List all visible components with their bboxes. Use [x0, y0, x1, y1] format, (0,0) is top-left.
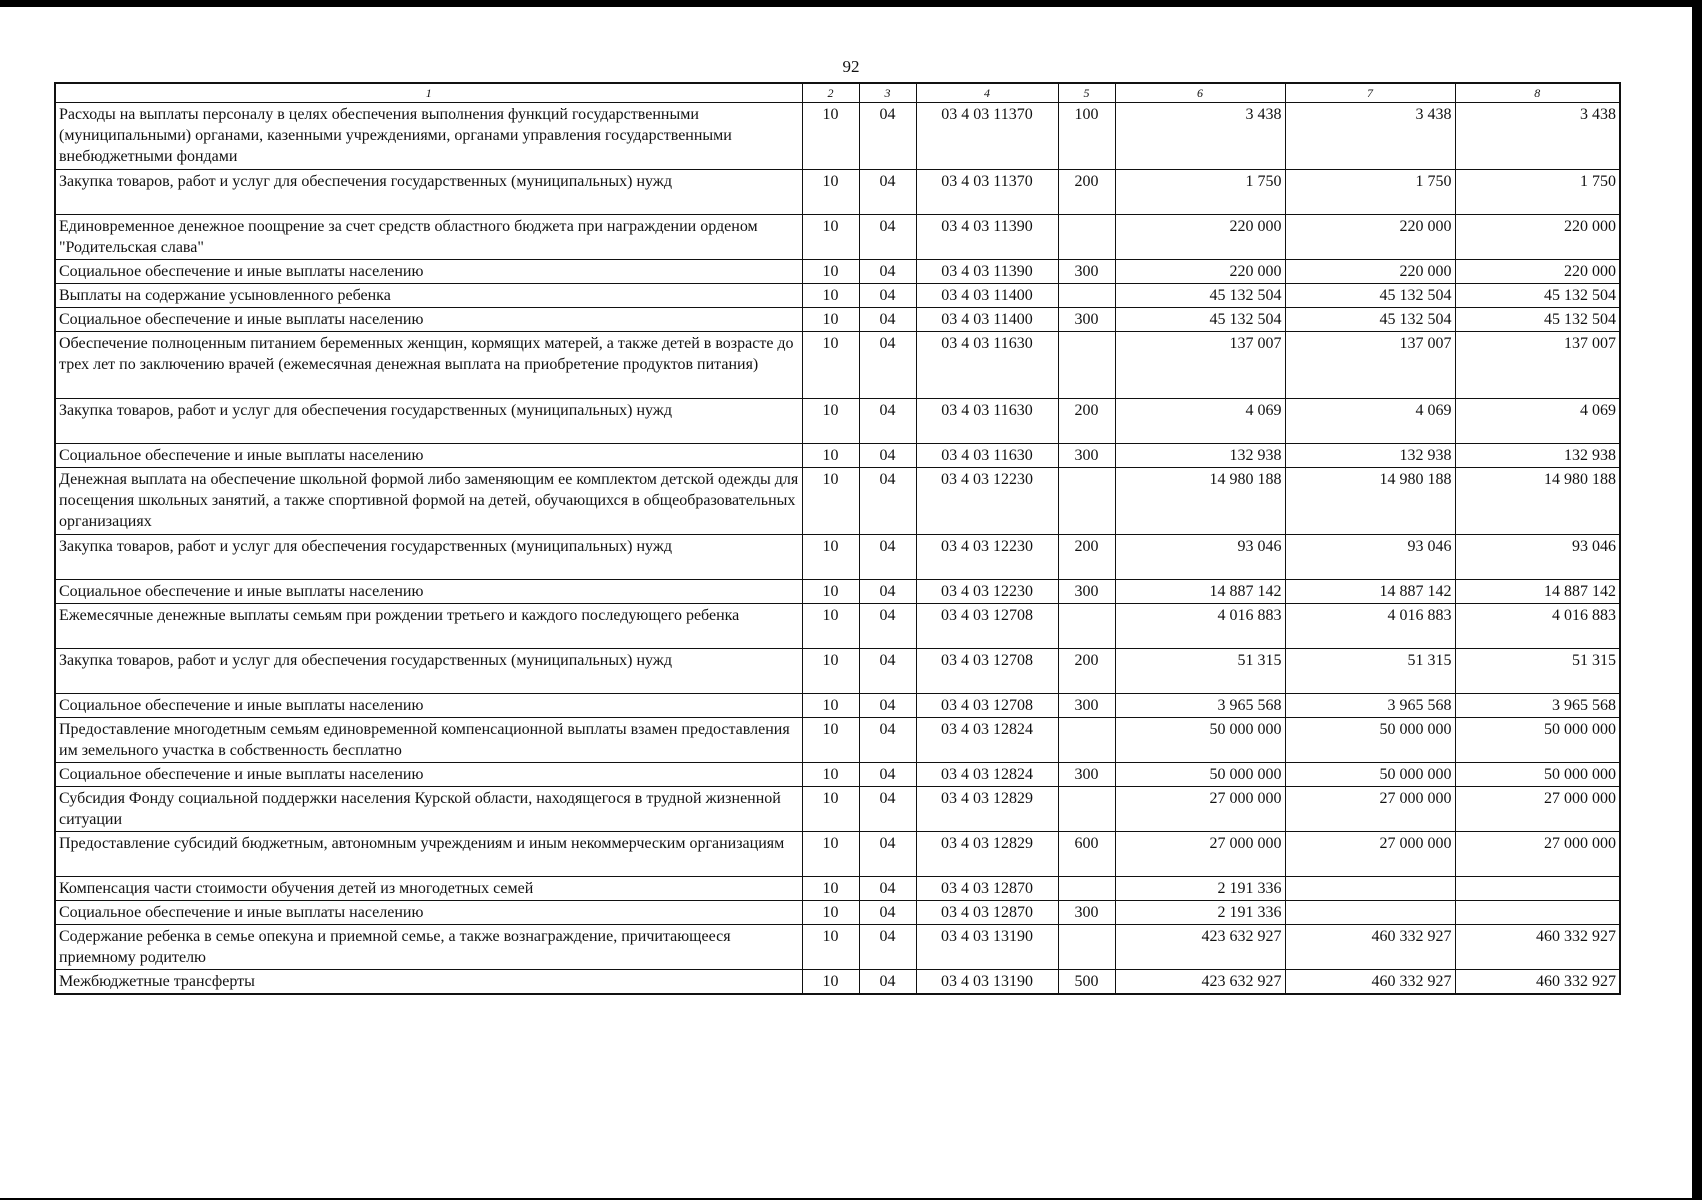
- table-row: [55, 649, 1620, 694]
- table-row: [55, 877, 1620, 901]
- cell-name: Ежемесячные денежные выплаты семьям при рождении третьего и каждого последующего ребенка: [55, 604, 802, 649]
- cell-section: 10: [802, 604, 859, 649]
- cell-target-code: 03 4 03 12708: [916, 694, 1058, 718]
- cell-amount-col8: 3 965 568: [1455, 694, 1620, 718]
- cell-target-code: 03 4 03 12824: [916, 763, 1058, 787]
- cell-amount-col7: 220 000: [1285, 260, 1455, 284]
- cell-amount-col8: 460 332 927: [1455, 970, 1620, 995]
- cell-section: 10: [802, 308, 859, 332]
- cell-amount-col8: 45 132 504: [1455, 284, 1620, 308]
- cell-subsection: 04: [859, 649, 916, 694]
- cell-name: Содержание ребенка в семье опекуна и приемной семье, а также вознаграждение, причитающееся приемному родителю: [55, 925, 802, 970]
- cell-amount-col6: 2 191 336: [1115, 877, 1285, 901]
- cell-expense-type: [1058, 215, 1115, 260]
- cell-name: Компенсация части стоимости обучения детей из многодетных семей: [55, 877, 802, 901]
- cell-amount-col8: 4 016 883: [1455, 604, 1620, 649]
- cell-expense-type: 100: [1058, 103, 1115, 170]
- cell-subsection: 04: [859, 718, 916, 763]
- cell-target-code: 03 4 03 12870: [916, 901, 1058, 925]
- cell-target-code: 03 4 03 11630: [916, 444, 1058, 468]
- cell-expense-type: 200: [1058, 170, 1115, 215]
- cell-target-code: 03 4 03 11400: [916, 308, 1058, 332]
- cell-amount-col8: 4 069: [1455, 399, 1620, 444]
- cell-target-code: 03 4 03 11390: [916, 260, 1058, 284]
- cell-amount-col6: 4 069: [1115, 399, 1285, 444]
- cell-name: Денежная выплата на обеспечение школьной формой либо заменяющим ее комплектом детской одежды для посещения школьных занятий, а также спортивной формой на детей, обучающихся в общеобразовательных организациях: [55, 468, 802, 535]
- cell-subsection: 04: [859, 970, 916, 995]
- table-row: [55, 718, 1620, 763]
- cell-subsection: 04: [859, 284, 916, 308]
- cell-amount-col7: 137 007: [1285, 332, 1455, 399]
- cell-target-code: 03 4 03 13190: [916, 925, 1058, 970]
- cell-amount-col7: [1285, 877, 1455, 901]
- cell-amount-col8: 3 438: [1455, 103, 1620, 170]
- cell-amount-col6: 423 632 927: [1115, 925, 1285, 970]
- cell-name: Субсидия Фонду социальной поддержки населения Курской области, находящегося в трудной жизненной ситуации: [55, 787, 802, 832]
- cell-amount-col8: 220 000: [1455, 215, 1620, 260]
- cell-amount-col6: 14 887 142: [1115, 580, 1285, 604]
- cell-amount-col7: 4 069: [1285, 399, 1455, 444]
- header-cell: 7: [1285, 83, 1455, 103]
- cell-amount-col8: 45 132 504: [1455, 308, 1620, 332]
- cell-expense-type: [1058, 604, 1115, 649]
- cell-amount-col8: [1455, 877, 1620, 901]
- table-row: [55, 970, 1620, 995]
- table-row: [55, 580, 1620, 604]
- cell-target-code: 03 4 03 12824: [916, 718, 1058, 763]
- cell-amount-col6: 3 438: [1115, 103, 1285, 170]
- cell-name: Межбюджетные трансферты: [55, 970, 802, 995]
- cell-target-code: 03 4 03 11390: [916, 215, 1058, 260]
- header-cell: 8: [1455, 83, 1620, 103]
- cell-amount-col6: 51 315: [1115, 649, 1285, 694]
- cell-amount-col8: 14 980 188: [1455, 468, 1620, 535]
- cell-amount-col8: 460 332 927: [1455, 925, 1620, 970]
- cell-expense-type: 300: [1058, 260, 1115, 284]
- cell-subsection: 04: [859, 832, 916, 877]
- cell-target-code: 03 4 03 12708: [916, 604, 1058, 649]
- cell-amount-col8: 50 000 000: [1455, 718, 1620, 763]
- table-body: [55, 103, 1620, 995]
- cell-name: Закупка товаров, работ и услуг для обеспечения государственных (муниципальных) нужд: [55, 535, 802, 580]
- page-number: 92: [842, 57, 860, 76]
- table-row: [55, 170, 1620, 215]
- cell-section: 10: [802, 444, 859, 468]
- cell-subsection: 04: [859, 787, 916, 832]
- cell-section: 10: [802, 580, 859, 604]
- cell-subsection: 04: [859, 215, 916, 260]
- cell-amount-col7: 1 750: [1285, 170, 1455, 215]
- cell-expense-type: 300: [1058, 901, 1115, 925]
- cell-section: 10: [802, 399, 859, 444]
- cell-amount-col8: 1 750: [1455, 170, 1620, 215]
- cell-subsection: 04: [859, 604, 916, 649]
- cell-expense-type: [1058, 332, 1115, 399]
- header-cell: 6: [1115, 83, 1285, 103]
- cell-amount-col7: 460 332 927: [1285, 970, 1455, 995]
- cell-name: Закупка товаров, работ и услуг для обеспечения государственных (муниципальных) нужд: [55, 649, 802, 694]
- cell-target-code: 03 4 03 12230: [916, 468, 1058, 535]
- cell-section: 10: [802, 649, 859, 694]
- cell-amount-col6: 50 000 000: [1115, 718, 1285, 763]
- cell-subsection: 04: [859, 468, 916, 535]
- table-row: [55, 535, 1620, 580]
- cell-name: Социальное обеспечение и иные выплаты населению: [55, 308, 802, 332]
- cell-expense-type: [1058, 877, 1115, 901]
- cell-amount-col6: 220 000: [1115, 215, 1285, 260]
- header-cell: 2: [802, 83, 859, 103]
- cell-amount-col7: 50 000 000: [1285, 763, 1455, 787]
- cell-amount-col7: 460 332 927: [1285, 925, 1455, 970]
- cell-amount-col7: 93 046: [1285, 535, 1455, 580]
- cell-name: Социальное обеспечение и иные выплаты населению: [55, 763, 802, 787]
- cell-amount-col7: 50 000 000: [1285, 718, 1455, 763]
- table-row: [55, 103, 1620, 170]
- cell-amount-col6: 132 938: [1115, 444, 1285, 468]
- cell-amount-col6: 14 980 188: [1115, 468, 1285, 535]
- cell-amount-col8: 27 000 000: [1455, 832, 1620, 877]
- cell-amount-col8: 51 315: [1455, 649, 1620, 694]
- cell-target-code: 03 4 03 11630: [916, 332, 1058, 399]
- cell-amount-col7: 27 000 000: [1285, 832, 1455, 877]
- cell-amount-col7: 220 000: [1285, 215, 1455, 260]
- header-cell: 3: [859, 83, 916, 103]
- cell-subsection: 04: [859, 877, 916, 901]
- table-row: [55, 604, 1620, 649]
- cell-subsection: 04: [859, 260, 916, 284]
- table-row: [55, 444, 1620, 468]
- cell-amount-col6: 423 632 927: [1115, 970, 1285, 995]
- cell-amount-col8: 132 938: [1455, 444, 1620, 468]
- table-row: [55, 308, 1620, 332]
- cell-amount-col6: 45 132 504: [1115, 284, 1285, 308]
- cell-amount-col8: 14 887 142: [1455, 580, 1620, 604]
- cell-name: Предоставление субсидий бюджетным, автономным учреждениям и иным некоммерческим организациям: [55, 832, 802, 877]
- cell-amount-col7: 14 887 142: [1285, 580, 1455, 604]
- cell-subsection: 04: [859, 901, 916, 925]
- cell-subsection: 04: [859, 332, 916, 399]
- cell-amount-col6: 4 016 883: [1115, 604, 1285, 649]
- table-row: [55, 260, 1620, 284]
- cell-section: 10: [802, 901, 859, 925]
- cell-section: 10: [802, 103, 859, 170]
- cell-amount-col7: 3 438: [1285, 103, 1455, 170]
- cell-amount-col6: 93 046: [1115, 535, 1285, 580]
- table-row: [55, 925, 1620, 970]
- cell-target-code: 03 4 03 11630: [916, 399, 1058, 444]
- header-cell: 5: [1058, 83, 1115, 103]
- cell-target-code: 03 4 03 13190: [916, 970, 1058, 995]
- cell-section: 10: [802, 877, 859, 901]
- cell-expense-type: 600: [1058, 832, 1115, 877]
- cell-subsection: 04: [859, 399, 916, 444]
- cell-amount-col7: 45 132 504: [1285, 308, 1455, 332]
- cell-amount-col6: 220 000: [1115, 260, 1285, 284]
- cell-amount-col7: [1285, 901, 1455, 925]
- header-cell: 4: [916, 83, 1058, 103]
- cell-amount-col7: 45 132 504: [1285, 284, 1455, 308]
- cell-section: 10: [802, 284, 859, 308]
- cell-expense-type: [1058, 718, 1115, 763]
- cell-subsection: 04: [859, 925, 916, 970]
- cell-amount-col6: 27 000 000: [1115, 787, 1285, 832]
- table-row: [55, 832, 1620, 877]
- cell-amount-col8: 220 000: [1455, 260, 1620, 284]
- cell-section: 10: [802, 787, 859, 832]
- cell-section: 10: [802, 718, 859, 763]
- table-row: [55, 332, 1620, 399]
- cell-amount-col6: 45 132 504: [1115, 308, 1285, 332]
- cell-expense-type: [1058, 468, 1115, 535]
- cell-expense-type: 300: [1058, 694, 1115, 718]
- cell-expense-type: [1058, 284, 1115, 308]
- cell-section: 10: [802, 468, 859, 535]
- table-row: [55, 694, 1620, 718]
- table-row: [55, 284, 1620, 308]
- cell-name: Обеспечение полноценным питанием беременных женщин, кормящих матерей, а также детей в возрасте до трех лет по заключению врачей (ежемесячная денежная выплата на приобретение продуктов питания): [55, 332, 802, 399]
- cell-expense-type: [1058, 925, 1115, 970]
- cell-expense-type: 500: [1058, 970, 1115, 995]
- cell-subsection: 04: [859, 763, 916, 787]
- cell-section: 10: [802, 332, 859, 399]
- cell-subsection: 04: [859, 103, 916, 170]
- table-row: [55, 787, 1620, 832]
- cell-target-code: 03 4 03 12708: [916, 649, 1058, 694]
- cell-amount-col8: 137 007: [1455, 332, 1620, 399]
- cell-section: 10: [802, 170, 859, 215]
- cell-amount-col6: 50 000 000: [1115, 763, 1285, 787]
- cell-target-code: 03 4 03 12230: [916, 580, 1058, 604]
- cell-target-code: 03 4 03 11400: [916, 284, 1058, 308]
- cell-expense-type: 200: [1058, 399, 1115, 444]
- cell-amount-col6: 2 191 336: [1115, 901, 1285, 925]
- cell-subsection: 04: [859, 694, 916, 718]
- cell-name: Социальное обеспечение и иные выплаты населению: [55, 444, 802, 468]
- cell-section: 10: [802, 535, 859, 580]
- cell-name: Социальное обеспечение и иные выплаты населению: [55, 580, 802, 604]
- cell-amount-col7: 27 000 000: [1285, 787, 1455, 832]
- cell-target-code: 03 4 03 11370: [916, 103, 1058, 170]
- cell-target-code: 03 4 03 12230: [916, 535, 1058, 580]
- cell-expense-type: [1058, 787, 1115, 832]
- cell-expense-type: 300: [1058, 763, 1115, 787]
- cell-section: 10: [802, 925, 859, 970]
- cell-amount-col7: 51 315: [1285, 649, 1455, 694]
- cell-expense-type: 200: [1058, 535, 1115, 580]
- cell-section: 10: [802, 694, 859, 718]
- cell-target-code: 03 4 03 12829: [916, 787, 1058, 832]
- cell-amount-col7: 3 965 568: [1285, 694, 1455, 718]
- cell-amount-col6: 3 965 568: [1115, 694, 1285, 718]
- cell-expense-type: 300: [1058, 308, 1115, 332]
- cell-section: 10: [802, 970, 859, 995]
- cell-amount-col8: 93 046: [1455, 535, 1620, 580]
- cell-expense-type: 300: [1058, 444, 1115, 468]
- cell-target-code: 03 4 03 12870: [916, 877, 1058, 901]
- table-row: [55, 468, 1620, 535]
- cell-subsection: 04: [859, 444, 916, 468]
- cell-name: Расходы на выплаты персоналу в целях обеспечения выполнения функций государственными (муниципальными) органами, казенными учреждениями, органами управления государственными внебюджетными фондами: [55, 103, 802, 170]
- cell-section: 10: [802, 832, 859, 877]
- cell-amount-col7: 14 980 188: [1285, 468, 1455, 535]
- cell-subsection: 04: [859, 580, 916, 604]
- cell-amount-col6: 27 000 000: [1115, 832, 1285, 877]
- cell-amount-col8: 50 000 000: [1455, 763, 1620, 787]
- cell-amount-col6: 1 750: [1115, 170, 1285, 215]
- table-row: [55, 763, 1620, 787]
- cell-amount-col7: 4 016 883: [1285, 604, 1455, 649]
- cell-name: Единовременное денежное поощрение за счет средств областного бюджета при награждении орденом "Родительская слава": [55, 215, 802, 260]
- cell-section: 10: [802, 763, 859, 787]
- cell-name: Выплаты на содержание усыновленного ребенка: [55, 284, 802, 308]
- table-header-row: [55, 83, 1620, 103]
- header-cell: 1: [55, 83, 802, 103]
- cell-subsection: 04: [859, 308, 916, 332]
- table-row: [55, 399, 1620, 444]
- cell-amount-col7: 132 938: [1285, 444, 1455, 468]
- cell-section: 10: [802, 215, 859, 260]
- budget-table: [54, 82, 1621, 995]
- cell-subsection: 04: [859, 170, 916, 215]
- cell-amount-col8: 27 000 000: [1455, 787, 1620, 832]
- cell-name: Предоставление многодетным семьям единовременной компенсационной выплаты взамен предоставления им земельного участка в собственность бесплатно: [55, 718, 802, 763]
- cell-target-code: 03 4 03 11370: [916, 170, 1058, 215]
- table-row: [55, 901, 1620, 925]
- cell-name: Социальное обеспечение и иные выплаты населению: [55, 901, 802, 925]
- cell-expense-type: 200: [1058, 649, 1115, 694]
- cell-name: Закупка товаров, работ и услуг для обеспечения государственных (муниципальных) нужд: [55, 170, 802, 215]
- cell-section: 10: [802, 260, 859, 284]
- cell-amount-col8: [1455, 901, 1620, 925]
- cell-subsection: 04: [859, 535, 916, 580]
- table-row: [55, 215, 1620, 260]
- cell-name: Социальное обеспечение и иные выплаты населению: [55, 694, 802, 718]
- cell-target-code: 03 4 03 12829: [916, 832, 1058, 877]
- cell-name: Закупка товаров, работ и услуг для обеспечения государственных (муниципальных) нужд: [55, 399, 802, 444]
- cell-expense-type: 300: [1058, 580, 1115, 604]
- cell-amount-col6: 137 007: [1115, 332, 1285, 399]
- cell-name: Социальное обеспечение и иные выплаты населению: [55, 260, 802, 284]
